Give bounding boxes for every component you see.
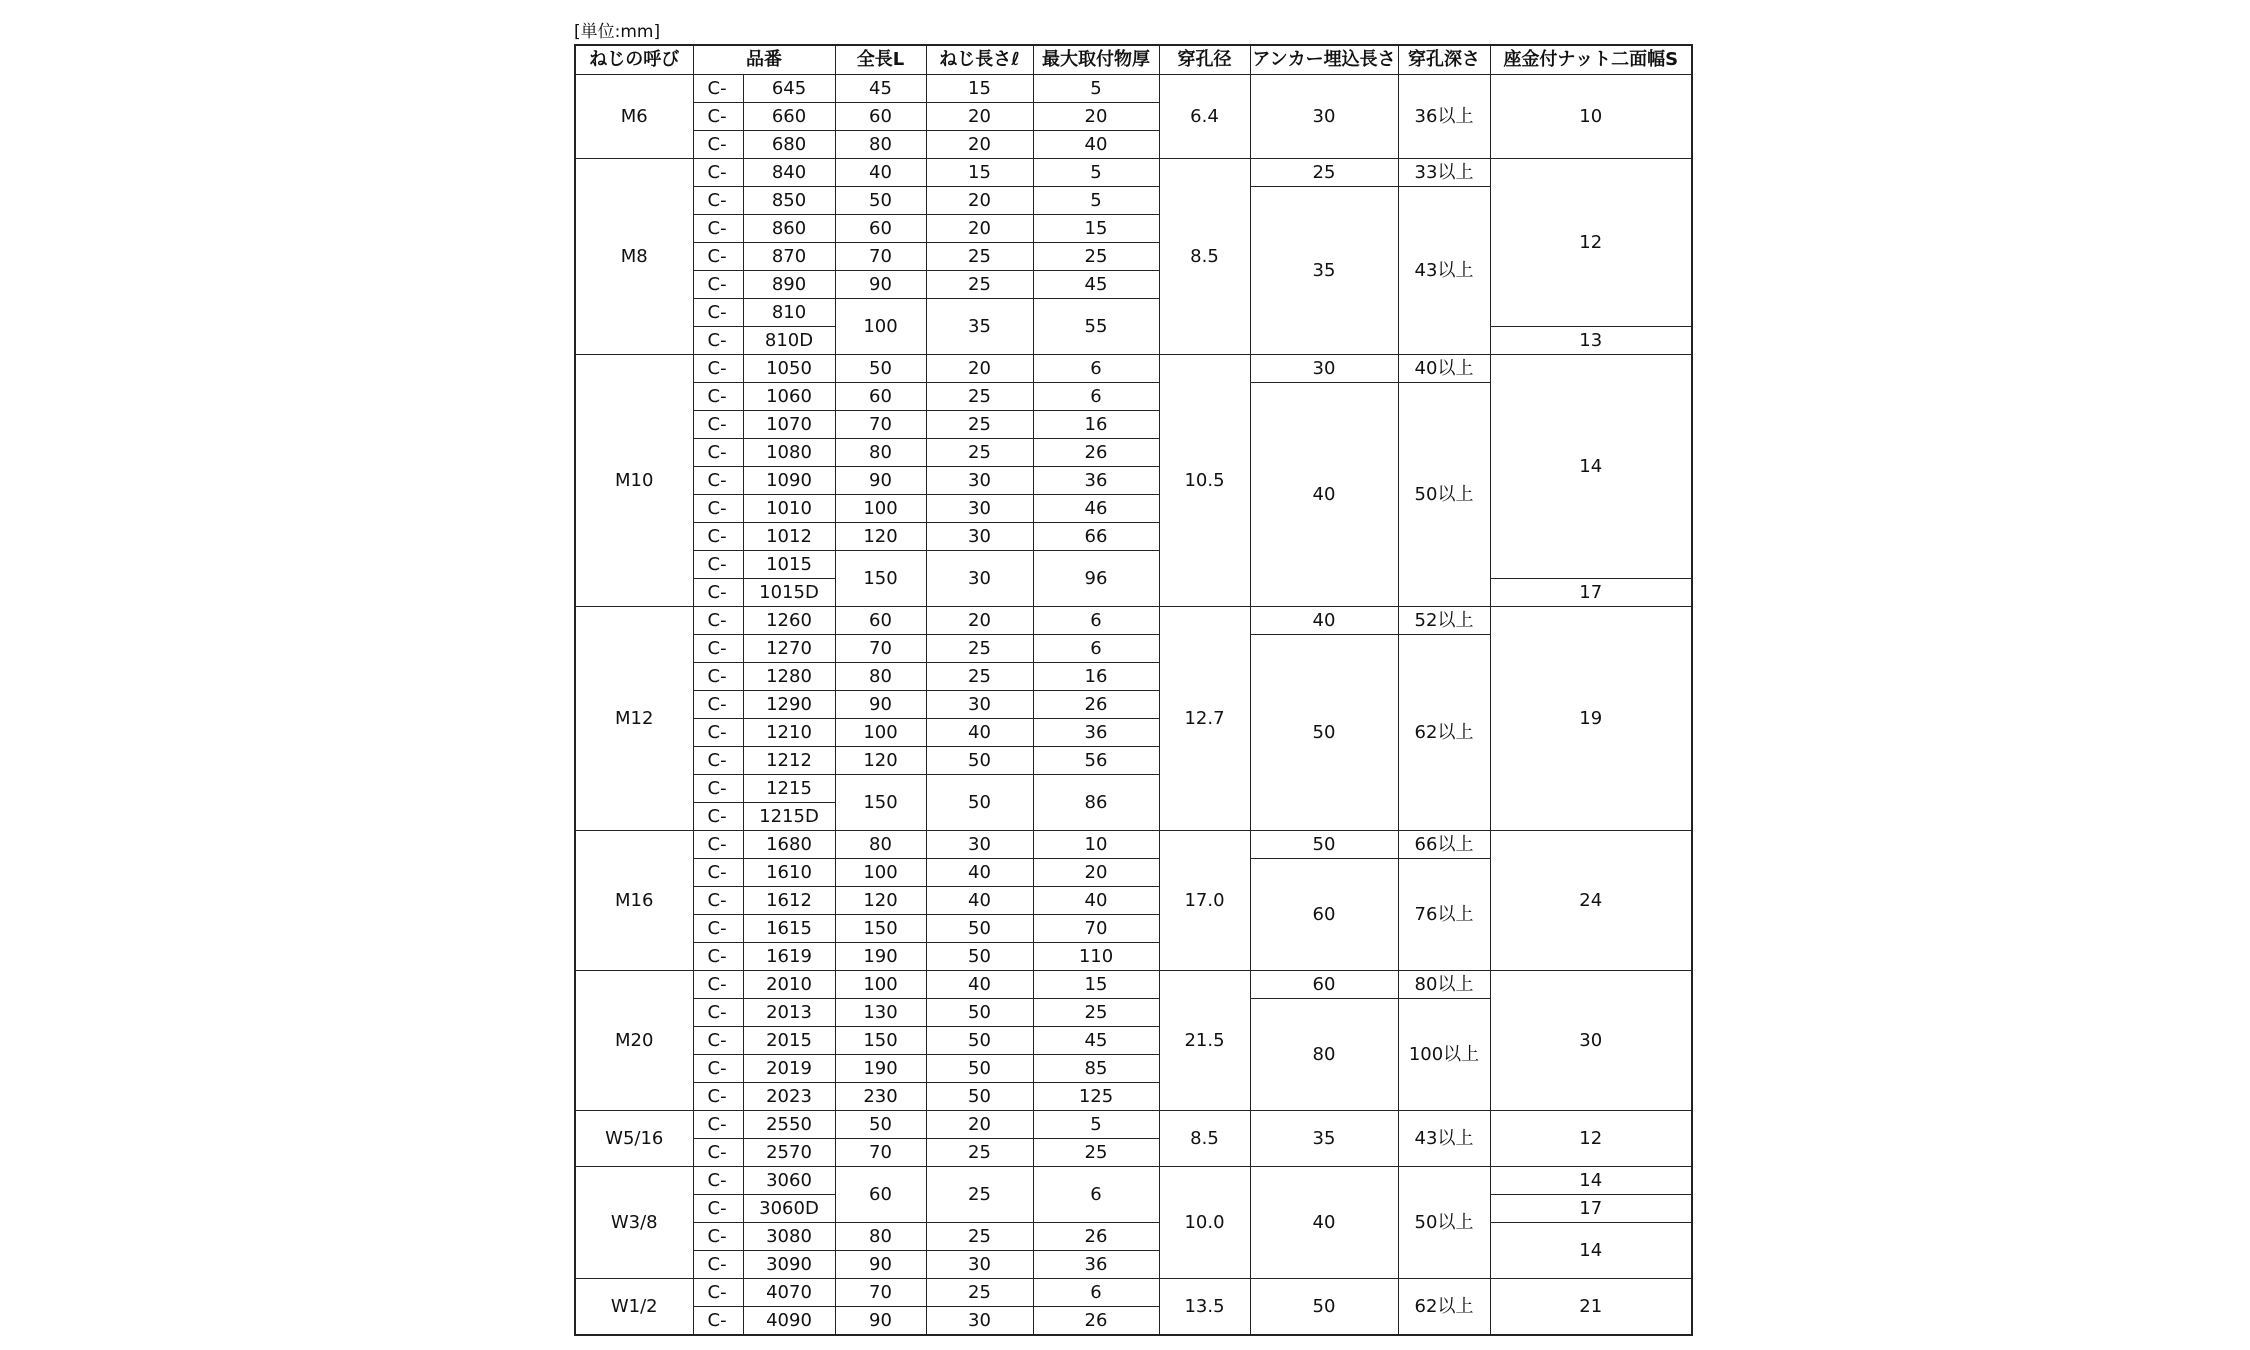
- total-length-cell: 150: [835, 1027, 926, 1055]
- max-thickness-cell: 6: [1033, 383, 1159, 411]
- max-thickness-cell: 6: [1033, 635, 1159, 663]
- max-thickness-cell: 96: [1033, 551, 1159, 607]
- table-row: [575, 355, 1692, 383]
- thread-length-cell: 25: [926, 411, 1033, 439]
- size-cell: W1/2: [575, 1279, 693, 1336]
- size-cell: M16: [575, 831, 693, 971]
- total-length-cell: 45: [835, 75, 926, 103]
- thread-length-cell: 50: [926, 943, 1033, 971]
- part-number-cell: 1210: [743, 719, 835, 747]
- part-number-cell: 1612: [743, 887, 835, 915]
- part-prefix-cell: C-: [693, 747, 743, 775]
- thread-length-cell: 35: [926, 299, 1033, 355]
- thread-length-cell: 30: [926, 1307, 1033, 1336]
- nut-width-cell: 14: [1490, 1167, 1692, 1195]
- max-thickness-cell: 85: [1033, 1055, 1159, 1083]
- hole-depth-cell: 100以上: [1398, 999, 1490, 1111]
- max-thickness-cell: 25: [1033, 999, 1159, 1027]
- max-thickness-cell: 36: [1033, 467, 1159, 495]
- nut-width-cell: 12: [1490, 1111, 1692, 1167]
- total-length-cell: 90: [835, 691, 926, 719]
- max-thickness-cell: 40: [1033, 887, 1159, 915]
- hole-depth-cell: 62以上: [1398, 1279, 1490, 1336]
- size-cell: M6: [575, 75, 693, 159]
- max-thickness-cell: 36: [1033, 719, 1159, 747]
- hole-depth-cell: 43以上: [1398, 1111, 1490, 1167]
- thread-length-cell: 30: [926, 1251, 1033, 1279]
- total-length-cell: 80: [835, 663, 926, 691]
- max-thickness-cell: 110: [1033, 943, 1159, 971]
- total-length-cell: 100: [835, 719, 926, 747]
- size-cell: M12: [575, 607, 693, 831]
- thread-length-cell: 15: [926, 75, 1033, 103]
- part-prefix-cell: C-: [693, 579, 743, 607]
- thread-length-cell: 30: [926, 831, 1033, 859]
- size-cell: W3/8: [575, 1167, 693, 1279]
- hole-diameter-cell: 10.0: [1159, 1167, 1250, 1279]
- total-length-cell: 80: [835, 131, 926, 159]
- part-number-cell: 870: [743, 243, 835, 271]
- embed-length-cell: 40: [1250, 383, 1398, 607]
- header-part-number: 品番: [693, 45, 835, 75]
- part-number-cell: 3060D: [743, 1195, 835, 1223]
- total-length-cell: 90: [835, 1251, 926, 1279]
- total-length-cell: 70: [835, 1279, 926, 1307]
- part-prefix-cell: C-: [693, 523, 743, 551]
- part-prefix-cell: C-: [693, 75, 743, 103]
- part-number-cell: 2010: [743, 971, 835, 999]
- part-number-cell: 2013: [743, 999, 835, 1027]
- embed-length-cell: 40: [1250, 607, 1398, 635]
- header-nut-width: 座金付ナット二面幅S: [1490, 45, 1692, 75]
- part-number-cell: 2570: [743, 1139, 835, 1167]
- max-thickness-cell: 5: [1033, 1111, 1159, 1139]
- thread-length-cell: 20: [926, 355, 1033, 383]
- total-length-cell: 60: [835, 103, 926, 131]
- total-length-cell: 190: [835, 1055, 926, 1083]
- embed-length-cell: 60: [1250, 971, 1398, 999]
- part-number-cell: 1215: [743, 775, 835, 803]
- nut-width-cell: 24: [1490, 831, 1692, 971]
- part-prefix-cell: C-: [693, 159, 743, 187]
- thread-length-cell: 25: [926, 663, 1033, 691]
- part-prefix-cell: C-: [693, 495, 743, 523]
- part-prefix-cell: C-: [693, 1223, 743, 1251]
- part-number-cell: 840: [743, 159, 835, 187]
- part-number-cell: 860: [743, 215, 835, 243]
- thread-length-cell: 25: [926, 1139, 1033, 1167]
- total-length-cell: 90: [835, 1307, 926, 1336]
- size-cell: M10: [575, 355, 693, 607]
- part-prefix-cell: C-: [693, 663, 743, 691]
- max-thickness-cell: 45: [1033, 271, 1159, 299]
- part-prefix-cell: C-: [693, 887, 743, 915]
- nut-width-cell: 13: [1490, 327, 1692, 355]
- thread-length-cell: 25: [926, 1223, 1033, 1251]
- max-thickness-cell: 46: [1033, 495, 1159, 523]
- hole-diameter-cell: 6.4: [1159, 75, 1250, 159]
- total-length-cell: 60: [835, 383, 926, 411]
- max-thickness-cell: 26: [1033, 1307, 1159, 1336]
- part-number-cell: 3090: [743, 1251, 835, 1279]
- thread-length-cell: 25: [926, 243, 1033, 271]
- part-number-cell: 2019: [743, 1055, 835, 1083]
- part-prefix-cell: C-: [693, 1139, 743, 1167]
- embed-length-cell: 30: [1250, 75, 1398, 159]
- thread-length-cell: 50: [926, 1083, 1033, 1111]
- table-row: [575, 607, 1692, 635]
- embed-length-cell: 50: [1250, 831, 1398, 859]
- thread-length-cell: 30: [926, 691, 1033, 719]
- table-row: [575, 971, 1692, 999]
- part-prefix-cell: C-: [693, 1195, 743, 1223]
- part-number-cell: 1680: [743, 831, 835, 859]
- thread-length-cell: 30: [926, 467, 1033, 495]
- total-length-cell: 70: [835, 635, 926, 663]
- table-header-row: [575, 45, 1692, 75]
- total-length-cell: 100: [835, 299, 926, 355]
- max-thickness-cell: 15: [1033, 971, 1159, 999]
- part-number-cell: 4070: [743, 1279, 835, 1307]
- thread-length-cell: 50: [926, 999, 1033, 1027]
- part-number-cell: 1290: [743, 691, 835, 719]
- hole-diameter-cell: 13.5: [1159, 1279, 1250, 1336]
- nut-width-cell: 14: [1490, 1223, 1692, 1279]
- embed-length-cell: 35: [1250, 187, 1398, 355]
- part-prefix-cell: C-: [693, 719, 743, 747]
- total-length-cell: 60: [835, 215, 926, 243]
- part-prefix-cell: C-: [693, 411, 743, 439]
- part-prefix-cell: C-: [693, 831, 743, 859]
- part-prefix-cell: C-: [693, 775, 743, 803]
- hole-depth-cell: 33以上: [1398, 159, 1490, 187]
- total-length-cell: 40: [835, 159, 926, 187]
- thread-length-cell: 20: [926, 215, 1033, 243]
- table-row: [575, 831, 1692, 859]
- part-number-cell: 2023: [743, 1083, 835, 1111]
- max-thickness-cell: 15: [1033, 215, 1159, 243]
- max-thickness-cell: 45: [1033, 1027, 1159, 1055]
- thread-length-cell: 20: [926, 131, 1033, 159]
- part-prefix-cell: C-: [693, 551, 743, 579]
- anchor-spec-table: [574, 44, 1693, 1336]
- part-prefix-cell: C-: [693, 915, 743, 943]
- part-number-cell: 1215D: [743, 803, 835, 831]
- max-thickness-cell: 26: [1033, 1223, 1159, 1251]
- nut-width-cell: 14: [1490, 355, 1692, 579]
- size-cell: M8: [575, 159, 693, 355]
- part-prefix-cell: C-: [693, 943, 743, 971]
- part-prefix-cell: C-: [693, 439, 743, 467]
- total-length-cell: 150: [835, 915, 926, 943]
- part-prefix-cell: C-: [693, 691, 743, 719]
- max-thickness-cell: 5: [1033, 187, 1159, 215]
- total-length-cell: 90: [835, 467, 926, 495]
- part-number-cell: 1080: [743, 439, 835, 467]
- hole-depth-cell: 80以上: [1398, 971, 1490, 999]
- part-prefix-cell: C-: [693, 607, 743, 635]
- part-prefix-cell: C-: [693, 299, 743, 327]
- header-thread-length: ねじ長さℓ: [926, 45, 1033, 75]
- max-thickness-cell: 86: [1033, 775, 1159, 831]
- table-row: [575, 1223, 1692, 1251]
- size-cell: M20: [575, 971, 693, 1111]
- part-prefix-cell: C-: [693, 131, 743, 159]
- thread-length-cell: 30: [926, 551, 1033, 607]
- part-number-cell: 1070: [743, 411, 835, 439]
- total-length-cell: 100: [835, 495, 926, 523]
- embed-length-cell: 35: [1250, 1111, 1398, 1167]
- part-prefix-cell: C-: [693, 383, 743, 411]
- max-thickness-cell: 40: [1033, 131, 1159, 159]
- total-length-cell: 120: [835, 747, 926, 775]
- part-prefix-cell: C-: [693, 1111, 743, 1139]
- part-number-cell: 3060: [743, 1167, 835, 1195]
- hole-depth-cell: 43以上: [1398, 187, 1490, 355]
- part-prefix-cell: C-: [693, 859, 743, 887]
- nut-width-cell: 17: [1490, 579, 1692, 607]
- hole-depth-cell: 36以上: [1398, 75, 1490, 159]
- part-prefix-cell: C-: [693, 1167, 743, 1195]
- thread-length-cell: 20: [926, 607, 1033, 635]
- max-thickness-cell: 5: [1033, 159, 1159, 187]
- nut-width-cell: 21: [1490, 1279, 1692, 1336]
- embed-length-cell: 50: [1250, 1279, 1398, 1336]
- max-thickness-cell: 20: [1033, 103, 1159, 131]
- part-number-cell: 1619: [743, 943, 835, 971]
- max-thickness-cell: 125: [1033, 1083, 1159, 1111]
- part-number-cell: 2550: [743, 1111, 835, 1139]
- hole-depth-cell: 66以上: [1398, 831, 1490, 859]
- part-prefix-cell: C-: [693, 355, 743, 383]
- part-prefix-cell: C-: [693, 1027, 743, 1055]
- part-number-cell: 1615: [743, 915, 835, 943]
- max-thickness-cell: 36: [1033, 1251, 1159, 1279]
- max-thickness-cell: 26: [1033, 439, 1159, 467]
- thread-length-cell: 50: [926, 1055, 1033, 1083]
- thread-length-cell: 25: [926, 439, 1033, 467]
- unit-label: [単位:mm]: [574, 22, 661, 42]
- total-length-cell: 150: [835, 775, 926, 831]
- embed-length-cell: 50: [1250, 635, 1398, 831]
- header-hole-diameter: 穿孔径: [1159, 45, 1250, 75]
- hole-diameter-cell: 21.5: [1159, 971, 1250, 1111]
- total-length-cell: 80: [835, 1223, 926, 1251]
- part-number-cell: 680: [743, 131, 835, 159]
- header-max-fixture-thickness: 最大取付物厚: [1033, 45, 1159, 75]
- total-length-cell: 60: [835, 1167, 926, 1223]
- part-prefix-cell: C-: [693, 1083, 743, 1111]
- header-total-length: 全長L: [835, 45, 926, 75]
- total-length-cell: 100: [835, 971, 926, 999]
- part-number-cell: 3080: [743, 1223, 835, 1251]
- part-number-cell: 810: [743, 299, 835, 327]
- thread-length-cell: 40: [926, 971, 1033, 999]
- part-number-cell: 1015D: [743, 579, 835, 607]
- max-thickness-cell: 6: [1033, 1279, 1159, 1307]
- total-length-cell: 80: [835, 439, 926, 467]
- hole-depth-cell: 76以上: [1398, 859, 1490, 971]
- total-length-cell: 230: [835, 1083, 926, 1111]
- hole-diameter-cell: 8.5: [1159, 1111, 1250, 1167]
- part-prefix-cell: C-: [693, 103, 743, 131]
- total-length-cell: 50: [835, 1111, 926, 1139]
- max-thickness-cell: 6: [1033, 1167, 1159, 1223]
- total-length-cell: 70: [835, 243, 926, 271]
- max-thickness-cell: 5: [1033, 75, 1159, 103]
- part-number-cell: 1050: [743, 355, 835, 383]
- hole-depth-cell: 50以上: [1398, 383, 1490, 607]
- embed-length-cell: 40: [1250, 1167, 1398, 1279]
- total-length-cell: 70: [835, 411, 926, 439]
- nut-width-cell: 19: [1490, 607, 1692, 831]
- table-row: [575, 75, 1692, 103]
- embed-length-cell: 60: [1250, 859, 1398, 971]
- table-row: [575, 1167, 1692, 1195]
- part-prefix-cell: C-: [693, 187, 743, 215]
- part-number-cell: 850: [743, 187, 835, 215]
- thread-length-cell: 20: [926, 1111, 1033, 1139]
- total-length-cell: 90: [835, 271, 926, 299]
- total-length-cell: 190: [835, 943, 926, 971]
- part-number-cell: 1015: [743, 551, 835, 579]
- table-row: [575, 159, 1692, 187]
- thread-length-cell: 25: [926, 1167, 1033, 1223]
- total-length-cell: 80: [835, 831, 926, 859]
- thread-length-cell: 40: [926, 887, 1033, 915]
- max-thickness-cell: 55: [1033, 299, 1159, 355]
- max-thickness-cell: 20: [1033, 859, 1159, 887]
- part-prefix-cell: C-: [693, 215, 743, 243]
- part-number-cell: 890: [743, 271, 835, 299]
- header-size: ねじの呼び: [575, 45, 693, 75]
- part-prefix-cell: C-: [693, 327, 743, 355]
- hole-depth-cell: 50以上: [1398, 1167, 1490, 1279]
- part-prefix-cell: C-: [693, 271, 743, 299]
- thread-length-cell: 30: [926, 495, 1033, 523]
- max-thickness-cell: 26: [1033, 691, 1159, 719]
- header-hole-depth: 穿孔深さ: [1398, 45, 1490, 75]
- thread-length-cell: 50: [926, 747, 1033, 775]
- part-number-cell: 645: [743, 75, 835, 103]
- thread-length-cell: 50: [926, 915, 1033, 943]
- part-prefix-cell: C-: [693, 243, 743, 271]
- total-length-cell: 130: [835, 999, 926, 1027]
- part-prefix-cell: C-: [693, 635, 743, 663]
- max-thickness-cell: 56: [1033, 747, 1159, 775]
- thread-length-cell: 20: [926, 103, 1033, 131]
- part-number-cell: 1212: [743, 747, 835, 775]
- part-number-cell: 1090: [743, 467, 835, 495]
- nut-width-cell: 12: [1490, 159, 1692, 327]
- table-row: [575, 1279, 1692, 1307]
- max-thickness-cell: 25: [1033, 1139, 1159, 1167]
- thread-length-cell: 50: [926, 775, 1033, 831]
- part-number-cell: 1060: [743, 383, 835, 411]
- part-number-cell: 1260: [743, 607, 835, 635]
- part-number-cell: 4090: [743, 1307, 835, 1336]
- total-length-cell: 120: [835, 887, 926, 915]
- part-prefix-cell: C-: [693, 803, 743, 831]
- total-length-cell: 150: [835, 551, 926, 607]
- total-length-cell: 50: [835, 187, 926, 215]
- embed-length-cell: 25: [1250, 159, 1398, 187]
- hole-depth-cell: 52以上: [1398, 607, 1490, 635]
- part-number-cell: 1012: [743, 523, 835, 551]
- size-cell: W5/16: [575, 1111, 693, 1167]
- nut-width-cell: 10: [1490, 75, 1692, 159]
- total-length-cell: 60: [835, 607, 926, 635]
- thread-length-cell: 50: [926, 1027, 1033, 1055]
- part-number-cell: 1610: [743, 859, 835, 887]
- total-length-cell: 120: [835, 523, 926, 551]
- max-thickness-cell: 6: [1033, 607, 1159, 635]
- part-prefix-cell: C-: [693, 999, 743, 1027]
- header-embed-length: アンカー埋込長さ: [1250, 45, 1398, 75]
- part-prefix-cell: C-: [693, 971, 743, 999]
- max-thickness-cell: 10: [1033, 831, 1159, 859]
- hole-depth-cell: 40以上: [1398, 355, 1490, 383]
- part-number-cell: 1270: [743, 635, 835, 663]
- hole-diameter-cell: 12.7: [1159, 607, 1250, 831]
- total-length-cell: 50: [835, 355, 926, 383]
- part-prefix-cell: C-: [693, 467, 743, 495]
- part-number-cell: 1280: [743, 663, 835, 691]
- thread-length-cell: 15: [926, 159, 1033, 187]
- hole-diameter-cell: 17.0: [1159, 831, 1250, 971]
- thread-length-cell: 30: [926, 523, 1033, 551]
- thread-length-cell: 20: [926, 187, 1033, 215]
- total-length-cell: 100: [835, 859, 926, 887]
- max-thickness-cell: 25: [1033, 243, 1159, 271]
- max-thickness-cell: 6: [1033, 355, 1159, 383]
- thread-length-cell: 40: [926, 719, 1033, 747]
- max-thickness-cell: 70: [1033, 915, 1159, 943]
- thread-length-cell: 25: [926, 271, 1033, 299]
- max-thickness-cell: 16: [1033, 411, 1159, 439]
- part-prefix-cell: C-: [693, 1055, 743, 1083]
- part-prefix-cell: C-: [693, 1251, 743, 1279]
- nut-width-cell: 30: [1490, 971, 1692, 1111]
- part-prefix-cell: C-: [693, 1279, 743, 1307]
- thread-length-cell: 25: [926, 635, 1033, 663]
- total-length-cell: 70: [835, 1139, 926, 1167]
- part-number-cell: 810D: [743, 327, 835, 355]
- max-thickness-cell: 16: [1033, 663, 1159, 691]
- table-row: [575, 1111, 1692, 1139]
- embed-length-cell: 30: [1250, 355, 1398, 383]
- hole-depth-cell: 62以上: [1398, 635, 1490, 831]
- nut-width-cell: 17: [1490, 1195, 1692, 1223]
- thread-length-cell: 25: [926, 383, 1033, 411]
- part-prefix-cell: C-: [693, 1307, 743, 1336]
- hole-diameter-cell: 8.5: [1159, 159, 1250, 355]
- part-number-cell: 2015: [743, 1027, 835, 1055]
- thread-length-cell: 40: [926, 859, 1033, 887]
- part-number-cell: 660: [743, 103, 835, 131]
- part-number-cell: 1010: [743, 495, 835, 523]
- thread-length-cell: 25: [926, 1279, 1033, 1307]
- embed-length-cell: 80: [1250, 999, 1398, 1111]
- hole-diameter-cell: 10.5: [1159, 355, 1250, 607]
- max-thickness-cell: 66: [1033, 523, 1159, 551]
